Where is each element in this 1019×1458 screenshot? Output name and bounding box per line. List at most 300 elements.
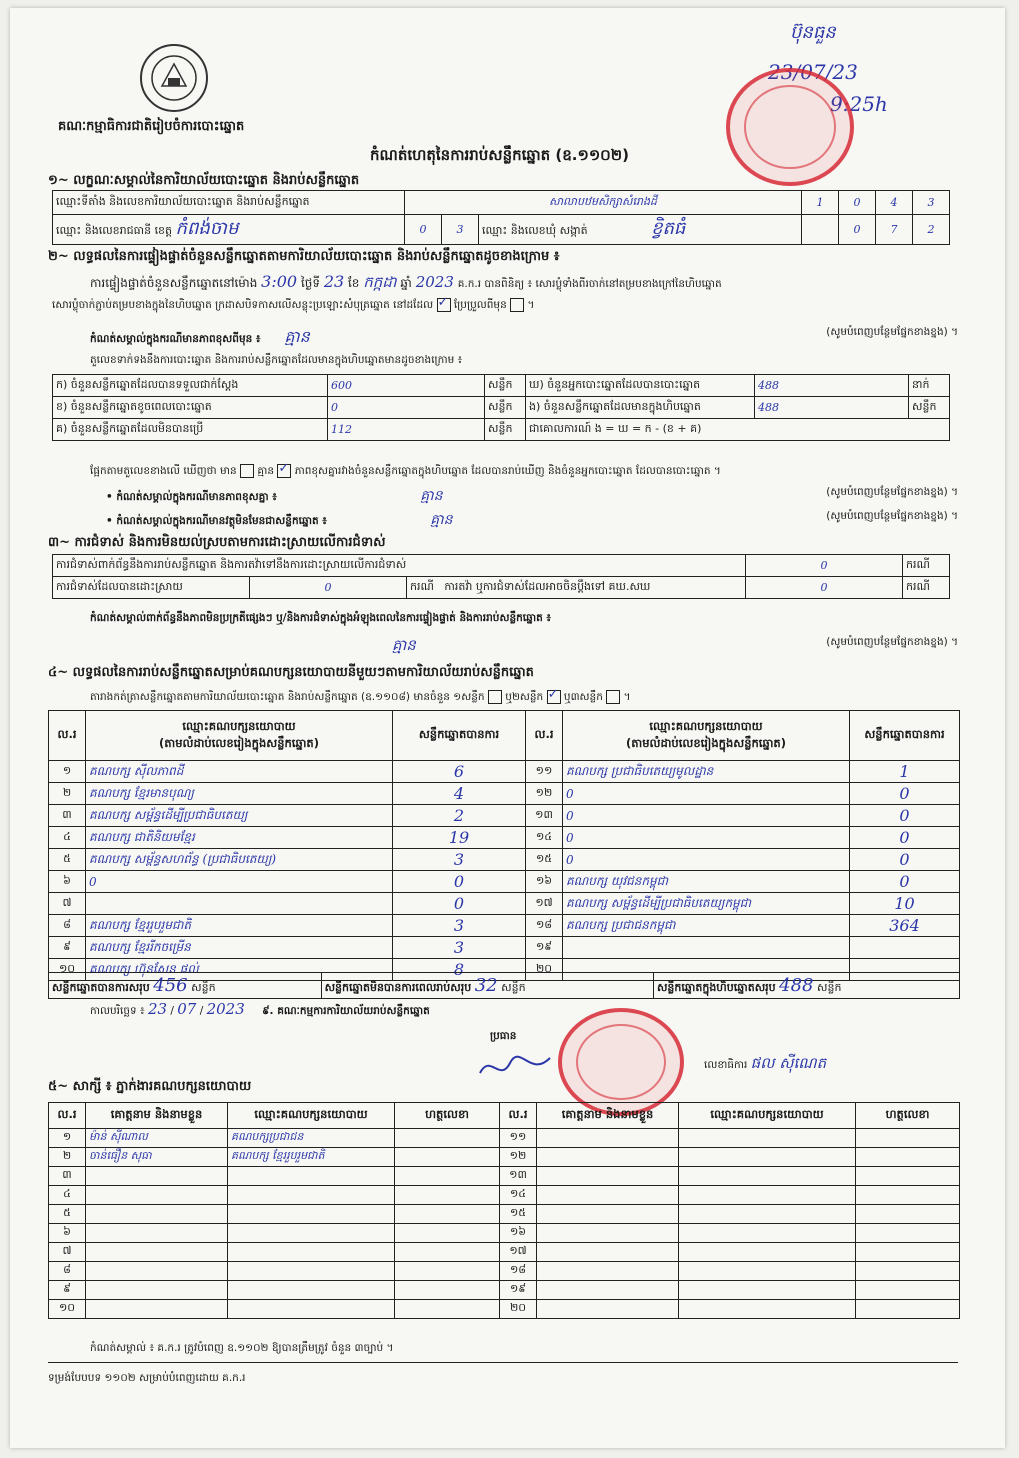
row-number: ៨ (49, 915, 86, 937)
bullet1-line (106, 486, 958, 507)
witness-name (537, 1205, 679, 1224)
vote-count: 8 (393, 959, 526, 981)
row-number: ១៤ (500, 1186, 537, 1205)
committee-label: ៩. គណៈកម្មការការិយាល័យរាប់សន្លឹកឆ្នោត (262, 1005, 430, 1017)
witness-signature (856, 1186, 960, 1205)
party-name: 0 (563, 827, 850, 849)
difference-yes-label: ផ្អែកតាមតួលេខខាងលើ ឃើញថា មាន (90, 465, 237, 477)
witness-name (86, 1281, 228, 1300)
party-name: គណបក្ស ខ្មែររីកចម្រើន (86, 937, 393, 959)
results-row (49, 783, 960, 805)
witness-name (537, 1129, 679, 1148)
unused-ballots-value: 112 (328, 419, 485, 441)
formula: ជាគោលការណ៍ ង = ឃ = ក - (ខ + គ) (526, 419, 950, 441)
verification-paragraph-2: សោរប្លុំចាក់ភ្ជាប់តម្របខាងក្នុងនៃហិបឆ្នោត ក្រដាសបិទកាសលើសន្លុះប្រឡោះសំបុត្រឆ្នោត នៅដដែល ✓ ប្រែប្រួលពីមុន ។ (52, 298, 534, 314)
bullet2-line (106, 510, 958, 531)
handwritten-date: 23/07/23 (768, 60, 858, 84)
witness-party (228, 1281, 395, 1300)
verify-month: កក្កដា (363, 273, 397, 291)
secretary-line (704, 1054, 826, 1076)
witness-party (679, 1148, 856, 1167)
fill-hint: (សូមបំពេញបន្ថែមផ្នែកខាងខ្នង) ។ (826, 636, 958, 648)
col-votes-header: សន្លឹកឆ្នោតបានការ (393, 711, 526, 761)
witness-signature (856, 1281, 960, 1300)
two-sheets-checkbox[interactable] (547, 690, 561, 704)
party-name: 0 (563, 849, 850, 871)
one-sheet-checkbox[interactable] (488, 690, 502, 704)
unit: ករណី (410, 579, 434, 593)
vote-count: 0 (393, 871, 526, 893)
objection-note-value: គ្មាន (392, 636, 416, 654)
secretary-name: ផល ស៊ីណេត (750, 1054, 827, 1072)
unit: សន្លឹក (909, 397, 950, 419)
vote-count: 3 (393, 849, 526, 871)
changed-checkbox[interactable] (510, 298, 524, 312)
row-number: ៦ (49, 871, 86, 893)
row-number: ៩ (49, 937, 86, 959)
row-number: ១៣ (500, 1167, 537, 1186)
unit: សន្លឹក (191, 980, 216, 994)
witness-name (86, 1262, 228, 1281)
witness-table (48, 1102, 960, 1319)
witness-signature (856, 1205, 960, 1224)
witness-row (49, 1186, 960, 1205)
vote-count: 0 (850, 783, 960, 805)
witness-signature (395, 1205, 500, 1224)
total-box-label: សន្លឹកឆ្នោតក្នុងហិបឆ្នោតសរុប (656, 980, 776, 994)
row-number: ៨ (49, 1262, 86, 1281)
official-stamp-bottom (558, 1008, 684, 1116)
unit: ករណី (903, 577, 950, 599)
witness-name (537, 1167, 679, 1186)
witness-name (86, 1300, 228, 1319)
row-number: ១១ (526, 761, 563, 783)
row-number: ១៨ (500, 1262, 537, 1281)
witness-signature (856, 1262, 960, 1281)
unit: សន្លឹក (485, 375, 526, 397)
unit: សន្លឹក (817, 980, 842, 994)
witness-party (679, 1224, 856, 1243)
vote-count: 0 (393, 893, 526, 915)
province-label: ឈ្មោះ និងលេខរាជធានី ខេត្ត (56, 224, 173, 237)
witness-row (49, 1167, 960, 1186)
verify-time: 3:00 (261, 272, 298, 291)
witness-party (679, 1167, 856, 1186)
party-name: គណបក្ស ខ្មែររួបរួមជាតិ (86, 915, 393, 937)
row-number: ១២ (500, 1148, 537, 1167)
footer-note: កំណត់សម្គាល់ ៖ គ.ក.រ ត្រូវបំពេញ ឧ.១១០២ ឱ្យបានត្រឹមត្រូវ ចំនួន ៣ច្បាប់ ។ (90, 1342, 394, 1354)
witness-party (679, 1281, 856, 1300)
unit: សន្លឹក (501, 980, 526, 994)
witness-signature (856, 1148, 960, 1167)
witness-signature (856, 1243, 960, 1262)
row-number: ១៦ (500, 1224, 537, 1243)
election-form-sheet (10, 8, 1005, 1448)
bullet1-value: គ្មាន (420, 488, 443, 504)
unit: សន្លឹក (485, 419, 526, 441)
unit: សន្លឹក (485, 397, 526, 419)
vote-count: 19 (393, 827, 526, 849)
province-digit: 3 (442, 215, 479, 245)
row-number: ៥ (49, 1205, 86, 1224)
note1-label: កំណត់សម្គាល់ក្នុងករណីមានភាពខុសពីមុន ៖ (90, 333, 261, 345)
difference-line (90, 464, 721, 480)
row-number: ១០ (49, 1300, 86, 1319)
witness-signature (395, 1243, 500, 1262)
date-line: កាលបរិច្ឆេទ ៖ 23 / 07 / 2023 ៩. គណៈកម្មការការិយាល័យរាប់សន្លឹកឆ្នោត (90, 1000, 430, 1018)
witness-party (679, 1300, 856, 1319)
vote-count (850, 937, 960, 959)
secretary-label: លេខាធិការ (704, 1059, 748, 1071)
verify-month-label: ខែ (348, 276, 360, 290)
section1-heading: ១~ លក្ខណៈសម្គាល់នៃការិយាល័យបោះឆ្នោត និងរាប់សន្លឹកឆ្នោត (48, 173, 360, 188)
bullet2-value: គ្មាន (430, 512, 453, 528)
witness-party (679, 1243, 856, 1262)
witness-party (679, 1262, 856, 1281)
date-year: 2023 (206, 1000, 245, 1018)
location-value: សាលាបឋមសិក្សាសំរោងដី (405, 191, 802, 215)
org-name: គណៈកម្មាធិការជាតិរៀបចំការបោះឆ្នោត (58, 119, 245, 134)
col-party-sub: (តាមលំដាប់លេខរៀងក្នុងសន្លឹកឆ្នោត) (159, 735, 319, 750)
two-sheets-label: ឬ២សន្លឹក (505, 691, 544, 703)
witness-signature (856, 1129, 960, 1148)
vote-count: 0 (850, 849, 960, 871)
unused-ballots-label: គ) ចំនួនសន្លឹកឆ្នោតដែលមិនបានប្រើ (53, 419, 328, 441)
vote-count: 2 (393, 805, 526, 827)
row-number: ២ (49, 783, 86, 805)
commune-value: ខ្វិតធំ (651, 218, 686, 239)
row-number: ២០ (526, 959, 563, 981)
witness-name (537, 1186, 679, 1205)
witness-party (679, 1186, 856, 1205)
party-name: គណបក្ស ស៊ីលភាពដី (86, 761, 393, 783)
difference-no-checkbox[interactable] (277, 464, 291, 478)
party-name: 0 (563, 783, 850, 805)
fill-hint: (សូមបំពេញបន្ថែមផ្នែកខាងខ្នង) ។ (826, 510, 958, 522)
note1-value: គ្មាន (284, 327, 310, 346)
row-number: ១៨ (526, 915, 563, 937)
party-name: គណបក្ស សម្ព័ន្ធសហព័ន្ធ (ប្រជាធិបតេយ្យ) (86, 849, 393, 871)
results-row (49, 761, 960, 783)
party-name: 0 (86, 871, 393, 893)
voters-value: 488 (755, 375, 909, 397)
party-name (86, 893, 393, 915)
party-name: គណបក្ស ប្រជាជនកម្ពុជា (563, 915, 850, 937)
witness-party (228, 1167, 395, 1186)
verification-paragraph-1 (90, 272, 960, 295)
vote-count: 3 (393, 937, 526, 959)
witness-name (537, 1300, 679, 1319)
witness-party: គណបក្សប្រជាជន (228, 1129, 395, 1148)
row-number: ១៥ (500, 1205, 537, 1224)
location-digit: 4 (876, 191, 913, 215)
witness-row (49, 1205, 960, 1224)
col-sign-header: ហត្ថលេខា (856, 1103, 960, 1129)
note1-line (90, 326, 958, 350)
witness-name (86, 1205, 228, 1224)
witness-party (679, 1129, 856, 1148)
witness-signature (395, 1186, 500, 1205)
unchanged-checkbox[interactable] (437, 298, 451, 312)
resolved-value: 0 (250, 577, 407, 599)
witness-party: គណបក្ស ខ្មែររួបរួមជាតិ (228, 1148, 395, 1167)
witness-row (49, 1224, 960, 1243)
witness-signature (395, 1167, 500, 1186)
col-name-header: គោត្តនាម និងនាមខ្លួន (86, 1103, 228, 1129)
location-digit: 0 (839, 191, 876, 215)
witness-signature (395, 1129, 500, 1148)
section1-table (52, 190, 950, 245)
col-votes-header: សន្លឹកឆ្នោតបានការ (850, 711, 960, 761)
spoiled-ballots-label: ខ) ចំនួនសន្លឹកឆ្នោតខូចពេលបោះឆ្នោត (53, 397, 328, 419)
row-number: ១១ (500, 1129, 537, 1148)
party-name: គណបក្ស សម្ព័ន្ធដើម្បីប្រជាធិបតេយ្យ (86, 805, 393, 827)
results-row (49, 871, 960, 893)
ballots-in-box-label: ង) ចំនួនសន្លឹកឆ្នោតដែលមានក្នុងហិបឆ្នោត (526, 397, 755, 419)
witness-name (537, 1243, 679, 1262)
witness-signature (856, 1224, 960, 1243)
results-row (49, 849, 960, 871)
location-digit: 1 (802, 191, 839, 215)
section2-heading: ២~ លទ្ធផលនៃការផ្ទៀងផ្ទាត់ចំនួនសន្លឹកឆ្នោតតាមការិយាល័យបោះឆ្នោត និងរាប់សន្លឹកឆ្នោតដូចខាងក្រោម ៖ (48, 249, 560, 264)
witness-name (537, 1281, 679, 1300)
row-number: ៣ (49, 1167, 86, 1186)
row-number: ១៦ (526, 871, 563, 893)
spoiled-ballots-value: 0 (328, 397, 485, 419)
party-name: គណបក្ស សម្ព័ន្ធដើម្បីប្រជាធិបតេយ្យកម្ពុជា (563, 893, 850, 915)
commune-digit: 2 (913, 215, 950, 245)
witness-name (537, 1262, 679, 1281)
verify-time-label: ការផ្ទៀងផ្ទាត់ចំនួនសន្លឹកឆ្នោតនៅម៉ោង (90, 276, 258, 290)
objection-note-line (52, 636, 958, 658)
col-name-header: គោត្តនាម និងនាមខ្លួន (537, 1103, 679, 1129)
figures-intro: តួលេខទាក់ទងនឹងការបោះឆ្នោត និងការរាប់សន្លឹកឆ្នោតដែលមានក្នុងហិបឆ្នោតមានដូចខាងក្រោម ៖ (90, 354, 463, 366)
witness-name (86, 1224, 228, 1243)
witness-name: ម៉ាន់ ស៊ីណាល (86, 1129, 228, 1148)
party-name: គណបក្ស ហ៊ុនសែន ផល់ (86, 959, 393, 981)
received-ballots-label: ក) ចំនួនសន្លឹកឆ្នោតដែលបានទទួលជាក់ស្តែង (53, 375, 328, 397)
chair-signature (475, 1048, 555, 1093)
witness-signature (395, 1262, 500, 1281)
total-valid-label: សន្លឹកឆ្នោតបានការសរុប (52, 980, 150, 994)
vote-count: 4 (393, 783, 526, 805)
location-label: ឈ្មោះទីតាំង និងលេខការិយាល័យបោះឆ្នោត និងរាប់សន្លឹកឆ្នោត (53, 191, 405, 215)
chair-label: ប្រធាន (490, 1030, 517, 1042)
vote-count: 3 (393, 915, 526, 937)
verify-year-label: ឆ្នាំ (400, 276, 412, 290)
results-row (49, 827, 960, 849)
ballots-in-box-value: 488 (755, 397, 909, 419)
row-number: ១ (49, 1129, 86, 1148)
witness-signature (856, 1300, 960, 1319)
results-row (49, 805, 960, 827)
witness-name: ចាន់ធឿន សុធា (86, 1148, 228, 1167)
party-name: 0 (563, 805, 850, 827)
row-number: ៦ (49, 1224, 86, 1243)
total-invalid-label: សន្លឹកឆ្នោតមិនបានការពេលរាប់សរុប (324, 980, 472, 994)
bullet1-label: • កំណត់សម្គាល់ក្នុងករណីមានភាពខុសគ្នា ៖ (106, 491, 277, 503)
difference-yes-checkbox[interactable] (240, 464, 254, 478)
total-valid-value: 456 (153, 974, 188, 996)
party-name (563, 937, 850, 959)
witness-row (49, 1300, 960, 1319)
section3-heading: ៣~ ការជំទាស់ និងការមិនយល់ស្របតាមការដោះស្រាយលើការជំទាស់ (48, 535, 386, 550)
col-party-header (86, 711, 393, 761)
appeal-value: 0 (746, 577, 903, 599)
vote-count: 6 (393, 761, 526, 783)
witness-row (49, 1262, 960, 1281)
date-day: 23 (147, 1000, 168, 1018)
col-party-header (563, 711, 850, 761)
seal-text: សោរប្លុំចាក់ភ្ជាប់តម្របខាងក្នុងនៃហិបឆ្នោត ក្រដាសបិទកាសលើសន្លុះប្រឡោះសំបុត្រឆ្នោត នៅដដែល (52, 299, 434, 311)
handwritten-top-note: ប៊ុនធួន (790, 22, 836, 43)
witness-name (86, 1243, 228, 1262)
witness-row (49, 1148, 960, 1167)
verify-day: 23 (323, 272, 345, 291)
witness-row (49, 1281, 960, 1300)
row-number: ៩ (49, 1281, 86, 1300)
row-number: ១៣ (526, 805, 563, 827)
commune-digit: 0 (839, 215, 876, 245)
vote-count: 10 (850, 893, 960, 915)
witness-signature (395, 1224, 500, 1243)
form-title: កំណត់ហេតុនៃការរាប់សន្លឹកឆ្នោត (ឧ.១១០២) (370, 146, 630, 164)
voters-label: ឃ) ចំនួនអ្នកបោះឆ្នោតដែលបានបោះឆ្នោត (526, 375, 755, 397)
col-party-title: ឈ្មោះគណបក្សនយោបាយ (182, 718, 296, 733)
witness-signature (395, 1148, 500, 1167)
row-number: ១៧ (500, 1243, 537, 1262)
total-box-value: 488 (779, 974, 814, 996)
sheet-count-line: តារាងកត់ត្រាសន្លឹកឆ្នោតតាមការិយាល័យបោះឆ្នោត និងរាប់សន្លឹកឆ្នោត (ឧ.១១០៨) មានចំនួន ១សន្លឹក ឬ២សន្លឹក ✓ ឬ៣សន្លឹក ។ (90, 690, 631, 706)
col-no-header: ល.រ (500, 1103, 537, 1129)
col-party-sub: (តាមលំដាប់លេខរៀងក្នុងសន្លឹកឆ្នោត) (626, 735, 786, 750)
objections-value: 0 (746, 555, 903, 577)
vote-count: 0 (850, 805, 960, 827)
received-ballots-value: 600 (328, 375, 485, 397)
resolved-label: ការជំទាស់ដែលបានដោះស្រាយ (53, 577, 250, 599)
objection-note-label: កំណត់សម្គាល់ពាក់ព័ន្ធនឹងភាពមិនប្រក្រតីផ្សេងៗ ឬ/និងការជំទាស់ក្នុងអំឡុងពេលនៃការផ្ទៀងផ្ទាត់ និងការរាប់សន្លឹកឆ្នោត ៖ (90, 612, 552, 624)
witness-signature (395, 1281, 500, 1300)
verify-year: 2023 (415, 273, 454, 291)
commune-digit: 7 (876, 215, 913, 245)
results-row (49, 937, 960, 959)
figures-table (52, 374, 950, 441)
row-number: ១២ (526, 783, 563, 805)
witness-party (228, 1205, 395, 1224)
row-number: ១ (49, 761, 86, 783)
row-number: ៥ (49, 849, 86, 871)
row-number: ១០ (49, 959, 86, 981)
row-number: ១៧ (526, 893, 563, 915)
row-number: ១៥ (526, 849, 563, 871)
witness-signature (856, 1167, 960, 1186)
official-stamp-top (726, 68, 854, 186)
date-month: 07 (177, 1000, 197, 1018)
witness-party (228, 1224, 395, 1243)
vote-count: 0 (850, 871, 960, 893)
witness-row (49, 1129, 960, 1148)
location-digit: 3 (913, 191, 950, 215)
witness-signature (395, 1300, 500, 1319)
total-invalid-value: 32 (474, 974, 498, 996)
party-name: គណបក្ស យុវជនកម្ពុជា (563, 871, 850, 893)
witness-name (537, 1148, 679, 1167)
col-sign-header: ហត្ថលេខា (395, 1103, 500, 1129)
witness-name (537, 1224, 679, 1243)
col-no-header: ល.រ (526, 711, 563, 761)
results-row (49, 915, 960, 937)
witness-name (86, 1167, 228, 1186)
row-number: ២០ (500, 1300, 537, 1319)
fill-hint: (សូមបំពេញបន្ថែមផ្នែកខាងខ្នង) ។ (826, 486, 958, 498)
objections-table (52, 554, 950, 599)
row-number: ៤ (49, 1186, 86, 1205)
sheet-count-text: តារាងកត់ត្រាសន្លឹកឆ្នោតតាមការិយាល័យបោះឆ្នោត និងរាប់សន្លឹកឆ្នោត (ឧ.១១០៨) មានចំនួន ១សន្លឹក (90, 691, 485, 703)
row-number: ៧ (49, 893, 86, 915)
difference-no-label: គ្មាន (257, 465, 275, 477)
col-party-header: ឈ្មោះគណបក្សនយោបាយ (679, 1103, 856, 1129)
vote-count: 0 (850, 827, 960, 849)
appeal-label: ការតវ៉ា ឬការជំទាស់ដែលអាចចិនប្ដឹងទៅ គឃ.សឃ (444, 579, 651, 593)
date-label: កាលបរិច្ឆេទ ៖ (90, 1005, 145, 1017)
row-number: ១៤ (526, 827, 563, 849)
difference-text: ភាពខុសគ្នារវាងចំនួនសន្លឹកឆ្នោតក្នុងហិបឆ្នោត ដែលបានរាប់ឃើញ និងចំនួនអ្នកបោះឆ្នោត ដែលបានបោះឆ្នោត ។ (294, 465, 721, 477)
commune-label: ឈ្មោះ និងលេខឃុំ សង្កាត់ (482, 224, 588, 237)
party-name: គណបក្ស ខ្មែរមានបុណ្យ (86, 783, 393, 805)
row-number: ១៩ (500, 1281, 537, 1300)
handwritten-time: 9:25h (830, 92, 888, 116)
three-sheets-checkbox[interactable] (606, 690, 620, 704)
province-digit: 0 (405, 215, 442, 245)
three-sheets-label: ឬ៣សន្លឹក (563, 691, 603, 703)
party-name: គណបក្ស ប្រជាធិបតេយ្យមូលដ្ឋាន (563, 761, 850, 783)
unit: ករណី (903, 555, 950, 577)
row-number: ៣ (49, 805, 86, 827)
results-table (48, 710, 960, 981)
objections-label: ការជំទាស់ពាក់ព័ន្ធនឹងការរាប់សន្លឹកឆ្នោត និងការតវ៉ាទៅនឹងការដោះស្រាយលើការជំទាស់ (53, 555, 746, 577)
col-no-header: ល.រ (49, 1103, 86, 1129)
changed-label: ប្រែប្រួលពីមុន (453, 299, 507, 311)
section4-heading: ៤~ លទ្ធផលនៃការរាប់សន្លឹកឆ្នោតសម្រាប់គណបក្សនយោបាយនីមួយៗតាមការិយាល័យរាប់សន្លឹកឆ្នោត (48, 665, 534, 680)
col-no-header: ល.រ (49, 711, 86, 761)
row-number: ១៩ (526, 937, 563, 959)
vote-count: 1 (850, 761, 960, 783)
col-party-header: ឈ្មោះគណបក្សនយោបាយ (228, 1103, 395, 1129)
witness-party (679, 1205, 856, 1224)
verify-day-label: ថ្ងៃទី (300, 276, 320, 290)
results-row (49, 893, 960, 915)
row-number: ៤ (49, 827, 86, 849)
witness-party (228, 1186, 395, 1205)
province-value: កំពង់ចាម (175, 218, 239, 239)
fill-hint: (សូមបំពេញបន្ថែមផ្នែកខាងខ្នង) ។ (826, 326, 958, 338)
section5-heading: ៥~ សាក្សី ៖ ភ្នាក់ងារគណបក្សនយោបាយ (48, 1079, 252, 1094)
totals-table (48, 972, 960, 999)
witness-party (228, 1262, 395, 1281)
vote-count: 364 (850, 915, 960, 937)
row-number: ២ (49, 1148, 86, 1167)
bullet2-label: • កំណត់សម្គាល់ក្នុងករណីមានវត្ថុមិនមែនជាសន្លឹកឆ្នោត ៖ (106, 515, 327, 527)
row-number: ៧ (49, 1243, 86, 1262)
footer-form: ទម្រង់បែបបទ ១១០២ សម្រាប់បំពេញដោយ គ.ក.រ (48, 1372, 246, 1384)
witness-name (86, 1186, 228, 1205)
nec-emblem (140, 44, 208, 112)
party-name: គណបក្ស ជាតិនិយមខ្មែរ (86, 827, 393, 849)
witness-row (49, 1243, 960, 1262)
witness-party (228, 1243, 395, 1262)
col-party-title: ឈ្មោះគណបក្សនយោបាយ (649, 718, 763, 733)
verify-text: គ.ក.រ បានពិនិត្យ ៖ សោរប្លុំទាំងពីរចាក់នៅតម្របខាងក្រៅនៃហិបឆ្នោត (457, 278, 722, 290)
